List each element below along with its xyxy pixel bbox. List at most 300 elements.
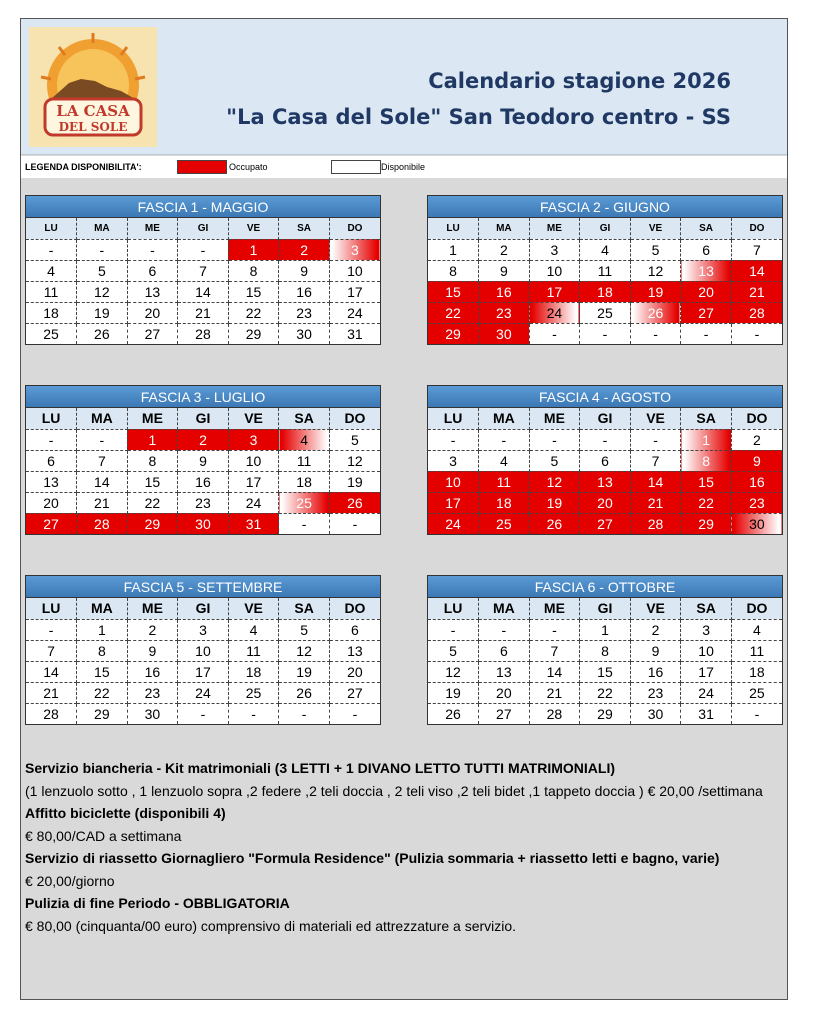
week-row: [428, 471, 782, 492]
bici-title: Affitto biciclette (disponibili 4): [25, 805, 226, 821]
week-row: [428, 450, 782, 471]
day-cell: 20: [26, 492, 77, 513]
day-cell: 22: [580, 682, 631, 703]
weekday-label: SA: [681, 408, 732, 429]
day-cell: -: [630, 323, 681, 344]
day-cell: 11: [26, 281, 77, 302]
day-cell: 21: [529, 682, 580, 703]
weekday-label: GI: [580, 598, 631, 619]
day-cell-occupied: 16: [479, 281, 530, 302]
day-cell: 28: [529, 703, 580, 724]
month-calendar-settembre: [25, 575, 381, 725]
day-cell-occupied: 26: [630, 302, 681, 323]
week-row: [428, 492, 782, 513]
weekday-label: DO: [731, 218, 782, 239]
day-cell: 8: [428, 260, 479, 281]
week-row: [26, 323, 380, 344]
weekday-label: MA: [77, 218, 128, 239]
day-cell: 22: [77, 682, 128, 703]
sun-logo-icon: [29, 27, 157, 147]
legend-available-swatch: [331, 160, 381, 174]
day-cell: 26: [279, 682, 330, 703]
day-cell-occupied: 9: [731, 450, 782, 471]
weekday-header-row: [26, 218, 380, 239]
day-cell: 10: [178, 640, 229, 661]
weekday-label: ME: [127, 598, 178, 619]
day-cell: 24: [228, 492, 279, 513]
week-row: [26, 703, 380, 724]
day-cell-occupied: 15: [428, 281, 479, 302]
day-cell: 23: [127, 682, 178, 703]
week-row: [428, 619, 782, 640]
day-cell-occupied: 30: [178, 513, 229, 534]
day-cell: 9: [127, 640, 178, 661]
week-row: [428, 260, 782, 281]
weekday-label: DO: [329, 598, 380, 619]
weekday-label: MA: [77, 408, 128, 429]
day-cell-occupied: 16: [731, 471, 782, 492]
day-cell: 17: [329, 281, 380, 302]
day-cell: 6: [681, 239, 732, 260]
day-cell-occupied: 24: [529, 302, 580, 323]
weekday-label: DO: [329, 408, 380, 429]
weekday-label: ME: [127, 408, 178, 429]
day-cell: 31: [681, 703, 732, 724]
day-cell: -: [479, 619, 530, 640]
weekday-label: SA: [279, 218, 330, 239]
day-cell: -: [529, 619, 580, 640]
day-cell-occupied: 26: [329, 492, 380, 513]
day-cell: 10: [228, 450, 279, 471]
day-cell: 19: [329, 471, 380, 492]
day-cell-occupied: 28: [630, 513, 681, 534]
day-cell: 3: [681, 619, 732, 640]
day-cell: 3: [178, 619, 229, 640]
weekday-label: VE: [630, 598, 681, 619]
day-cell: 6: [127, 260, 178, 281]
week-row: [428, 661, 782, 682]
day-cell: 25: [26, 323, 77, 344]
day-cell: 20: [127, 302, 178, 323]
day-cell: 7: [630, 450, 681, 471]
day-cell: 17: [178, 661, 229, 682]
day-cell-occupied: 30: [479, 323, 530, 344]
day-cell: 2: [731, 429, 782, 450]
day-cell: -: [178, 239, 229, 260]
day-cell: 28: [178, 323, 229, 344]
day-cell-occupied: 2: [279, 239, 330, 260]
day-cell: 18: [228, 661, 279, 682]
day-cell: 26: [77, 323, 128, 344]
weekday-label: ME: [529, 408, 580, 429]
day-cell-occupied: 1: [228, 239, 279, 260]
legend: [21, 156, 787, 178]
day-cell: 29: [77, 703, 128, 724]
day-cell: 23: [178, 492, 229, 513]
weekday-label: LU: [428, 218, 479, 239]
day-cell-occupied: 2: [178, 429, 229, 450]
pulizia-price: € 80,00 (cinquanta/00 euro) comprensivo di materiali ed attrezzature a servizio.: [25, 917, 517, 934]
day-cell-occupied: 3: [228, 429, 279, 450]
day-cell: 24: [329, 302, 380, 323]
month-grid: [26, 218, 380, 344]
day-cell: 11: [279, 450, 330, 471]
day-cell: 15: [580, 661, 631, 682]
day-cell: -: [77, 239, 128, 260]
weekday-label: GI: [580, 408, 631, 429]
day-cell: 29: [228, 323, 279, 344]
day-cell-occupied: 20: [681, 281, 732, 302]
logo-text-2: DEL SOLE: [58, 120, 128, 134]
day-cell: -: [529, 323, 580, 344]
weekday-label: VE: [228, 598, 279, 619]
day-cell: -: [754, 705, 760, 722]
riassetto-title: Servizio di riassetto Giornagliero "Formula Residence" (Pulizia sommaria + riassetto letti e bagno, varie): [25, 850, 720, 866]
day-cell: 8: [127, 450, 178, 471]
day-cell-occupied: 19: [630, 281, 681, 302]
day-cell: 1: [580, 619, 631, 640]
day-cell-occupied: 4: [279, 429, 330, 450]
day-cell: 12: [630, 260, 681, 281]
day-cell-occupied: 31: [228, 513, 279, 534]
week-row: [428, 281, 782, 302]
day-cell: 31: [347, 325, 363, 342]
day-cell: 25: [580, 302, 631, 323]
day-cell-occupied: 1: [127, 429, 178, 450]
month-calendar-ottobre: [427, 575, 783, 725]
day-cell: 11: [580, 260, 631, 281]
day-cell: 14: [26, 661, 77, 682]
week-row: [26, 260, 380, 281]
day-cell: 7: [529, 640, 580, 661]
day-cell: 14: [77, 471, 128, 492]
weekday-label: MA: [479, 218, 530, 239]
day-cell: 10: [529, 260, 580, 281]
day-cell: 4: [731, 619, 782, 640]
day-cell: 17: [228, 471, 279, 492]
header: [21, 19, 787, 155]
day-cell: 5: [630, 239, 681, 260]
day-cell: 14: [529, 661, 580, 682]
weekday-label: GI: [178, 408, 229, 429]
day-cell-occupied: 21: [731, 281, 782, 302]
day-cell: 19: [77, 302, 128, 323]
day-cell: 1: [77, 619, 128, 640]
day-cell: 11: [228, 640, 279, 661]
day-cell: 6: [329, 619, 380, 640]
day-cell: -: [352, 705, 358, 722]
day-cell: 4: [580, 239, 631, 260]
day-cell: 7: [26, 640, 77, 661]
day-cell: 23: [279, 302, 330, 323]
weekday-header-row: [428, 408, 782, 429]
day-cell: 13: [479, 661, 530, 682]
month-calendar-maggio: [25, 195, 381, 345]
weekday-label: GI: [178, 218, 229, 239]
day-cell: 30: [630, 703, 681, 724]
month-grid: [428, 598, 782, 724]
weekday-header-row: [428, 218, 782, 239]
day-cell: 25: [228, 682, 279, 703]
day-cell: 20: [329, 661, 380, 682]
week-row: [428, 302, 782, 323]
day-cell: 2: [630, 619, 681, 640]
day-cell: 22: [228, 302, 279, 323]
day-cell: 3: [529, 239, 580, 260]
day-cell: 9: [178, 450, 229, 471]
day-cell: 21: [26, 682, 77, 703]
day-cell: 18: [731, 661, 782, 682]
weekday-label: VE: [228, 218, 279, 239]
weekday-label: SA: [681, 598, 732, 619]
day-cell: 26: [428, 703, 479, 724]
day-cell-occupied: 14: [731, 260, 782, 281]
weekday-label: DO: [329, 218, 380, 239]
riassetto-price: € 20,00/giorno: [25, 872, 115, 889]
day-cell: 27: [479, 703, 530, 724]
day-cell-occupied: 21: [630, 492, 681, 513]
day-cell: 22: [127, 492, 178, 513]
day-cell: 5: [77, 260, 128, 281]
day-cell-occupied: 18: [479, 492, 530, 513]
day-cell: 13: [127, 281, 178, 302]
week-row: [428, 513, 782, 534]
day-cell-occupied: 25: [279, 492, 330, 513]
day-cell: 2: [479, 239, 530, 260]
legend-occupied-label: Occupato: [229, 162, 268, 172]
day-cell: 24: [681, 682, 732, 703]
weekday-label: MA: [479, 408, 530, 429]
day-cell-occupied: 11: [479, 471, 530, 492]
day-cell: 16: [178, 471, 229, 492]
day-cell-occupied: 15: [681, 471, 732, 492]
weekday-label: GI: [178, 598, 229, 619]
day-cell-occupied: 30: [731, 513, 782, 534]
day-cell: 6: [580, 450, 631, 471]
day-cell: 12: [428, 661, 479, 682]
week-row: [428, 429, 782, 450]
week-row: [428, 703, 782, 724]
weekday-label: SA: [279, 598, 330, 619]
week-row: [428, 239, 782, 260]
day-cell: 5: [329, 429, 380, 450]
day-cell: 20: [479, 682, 530, 703]
day-cell: 25: [731, 682, 782, 703]
week-row: [26, 429, 380, 450]
month-grid: [428, 218, 782, 344]
month-title: FASCIA 3 - LUGLIO: [26, 386, 380, 408]
weekday-header-row: [26, 408, 380, 429]
day-cell: -: [178, 703, 229, 724]
weekday-label: MA: [479, 598, 530, 619]
month-calendar-giugno: [427, 195, 783, 345]
day-cell: 8: [580, 640, 631, 661]
week-row: [26, 682, 380, 703]
day-cell: 17: [681, 661, 732, 682]
weekday-label: VE: [630, 218, 681, 239]
day-cell: 19: [279, 661, 330, 682]
day-cell-occupied: 3: [329, 239, 380, 260]
day-cell: 12: [329, 450, 380, 471]
weekday-label: ME: [529, 598, 580, 619]
calendar-sheet: [20, 18, 788, 1000]
day-cell: 13: [329, 640, 380, 661]
day-cell: -: [479, 429, 530, 450]
weekday-label: SA: [681, 218, 732, 239]
day-cell: 3: [428, 450, 479, 471]
day-cell: -: [630, 429, 681, 450]
day-cell: 8: [228, 260, 279, 281]
day-cell-occupied: 23: [479, 302, 530, 323]
day-cell: -: [681, 323, 732, 344]
week-row: [26, 492, 380, 513]
day-cell-occupied: 28: [731, 302, 782, 323]
day-cell: 9: [479, 260, 530, 281]
month-calendar-agosto: [427, 385, 783, 535]
biancheria-description: (1 lenzuolo sotto , 1 lenzuolo sopra ,2 federe ,2 teli doccia , 2 teli viso ,2 teli bidet ,1 tappeto doccia ) € 20,00 /settimana: [25, 782, 763, 799]
weekday-label: MA: [77, 598, 128, 619]
day-cell-occupied: 12: [529, 471, 580, 492]
day-cell-occupied: 27: [26, 513, 77, 534]
weekday-label: GI: [580, 218, 631, 239]
day-cell: -: [26, 619, 77, 640]
day-cell: 15: [77, 661, 128, 682]
week-row: [26, 619, 380, 640]
day-cell: 5: [529, 450, 580, 471]
day-cell-occupied: 22: [428, 302, 479, 323]
day-cell: 21: [77, 492, 128, 513]
logo-text-1: LA CASA: [56, 102, 130, 120]
day-cell: 7: [77, 450, 128, 471]
week-row: [26, 450, 380, 471]
day-cell-occupied: 27: [681, 302, 732, 323]
weekday-label: DO: [731, 598, 782, 619]
day-cell-occupied: 20: [580, 492, 631, 513]
day-cell: 30: [127, 703, 178, 724]
day-cell-occupied: 13: [580, 471, 631, 492]
pulizia-title: Pulizia di fine Periodo - OBBLIGATORIA: [25, 895, 290, 911]
day-cell-occupied: 29: [681, 513, 732, 534]
week-row: [26, 661, 380, 682]
day-cell-occupied: 28: [77, 513, 128, 534]
day-cell: 5: [428, 640, 479, 661]
day-cell: 10: [329, 260, 380, 281]
day-cell: 10: [681, 640, 732, 661]
day-cell: 6: [479, 640, 530, 661]
day-cell: 6: [26, 450, 77, 471]
biancheria-title: Servizio biancheria - Kit matrimoniali (3 LETTI + 1 DIVANO LETTO TUTTI MATRIMONIALI): [25, 760, 615, 776]
day-cell: -: [428, 619, 479, 640]
day-cell: 28: [26, 703, 77, 724]
weekday-label: LU: [26, 408, 77, 429]
day-cell: -: [428, 429, 479, 450]
day-cell: 16: [127, 661, 178, 682]
week-row: [26, 281, 380, 302]
day-cell-occupied: 24: [428, 513, 479, 534]
day-cell-occupied: 27: [580, 513, 631, 534]
day-cell: -: [279, 703, 330, 724]
weekday-label: LU: [26, 218, 77, 239]
day-cell: 8: [77, 640, 128, 661]
day-cell-occupied: 22: [681, 492, 732, 513]
legend-occupied-swatch: [177, 160, 227, 174]
day-cell-occupied: 18: [580, 281, 631, 302]
day-cell: 4: [26, 260, 77, 281]
weekday-header-row: [26, 598, 380, 619]
day-cell: 30: [279, 323, 330, 344]
month-title: FASCIA 5 - SETTEMBRE: [26, 576, 380, 598]
month-grid: [26, 598, 380, 724]
week-row: [26, 239, 380, 260]
page-subtitle: "La Casa del Sole" San Teodoro centro - SS: [226, 105, 731, 129]
day-cell: 21: [178, 302, 229, 323]
day-cell: 13: [26, 471, 77, 492]
day-cell: -: [228, 703, 279, 724]
day-cell: 4: [228, 619, 279, 640]
day-cell: -: [529, 429, 580, 450]
legend-label: LEGENDA DISPONIBILITA':: [25, 162, 142, 172]
day-cell-occupied: 29: [127, 513, 178, 534]
legend-available-label: Disponibile: [381, 162, 426, 172]
day-cell: 7: [731, 239, 782, 260]
day-cell: 23: [630, 682, 681, 703]
day-cell: 9: [630, 640, 681, 661]
day-cell: 18: [26, 302, 77, 323]
month-title: FASCIA 6 - OTTOBRE: [428, 576, 782, 598]
day-cell-occupied: 10: [428, 471, 479, 492]
weekday-label: VE: [630, 408, 681, 429]
day-cell: 18: [279, 471, 330, 492]
day-cell: 5: [279, 619, 330, 640]
week-row: [428, 640, 782, 661]
day-cell: 24: [178, 682, 229, 703]
day-cell-occupied: 17: [529, 281, 580, 302]
day-cell: 7: [178, 260, 229, 281]
weekday-label: LU: [428, 408, 479, 429]
month-grid: [26, 408, 380, 534]
day-cell-occupied: 23: [731, 492, 782, 513]
day-cell-occupied: 17: [428, 492, 479, 513]
day-cell: 14: [178, 281, 229, 302]
day-cell: 9: [279, 260, 330, 281]
day-cell: 29: [580, 703, 631, 724]
weekday-label: LU: [26, 598, 77, 619]
weekday-label: DO: [731, 408, 782, 429]
week-row: [26, 471, 380, 492]
day-cell-occupied: 8: [681, 450, 732, 471]
day-cell: 15: [127, 471, 178, 492]
weekday-label: LU: [428, 598, 479, 619]
services-notes: [25, 757, 781, 937]
weekday-label: SA: [279, 408, 330, 429]
day-cell: -: [26, 429, 77, 450]
day-cell: -: [77, 429, 128, 450]
day-cell: -: [26, 239, 77, 260]
day-cell-occupied: 19: [529, 492, 580, 513]
weekday-header-row: [428, 598, 782, 619]
day-cell: 27: [127, 323, 178, 344]
day-cell-occupied: 1: [681, 429, 732, 450]
month-title: FASCIA 4 - AGOSTO: [428, 386, 782, 408]
month-grid: [428, 408, 782, 534]
day-cell: 12: [279, 640, 330, 661]
month-calendar-luglio: [25, 385, 381, 535]
month-title: FASCIA 2 - GIUGNO: [428, 196, 782, 218]
month-title: FASCIA 1 - MAGGIO: [26, 196, 380, 218]
weekday-label: ME: [127, 218, 178, 239]
day-cell: 4: [479, 450, 530, 471]
weekday-label: ME: [529, 218, 580, 239]
